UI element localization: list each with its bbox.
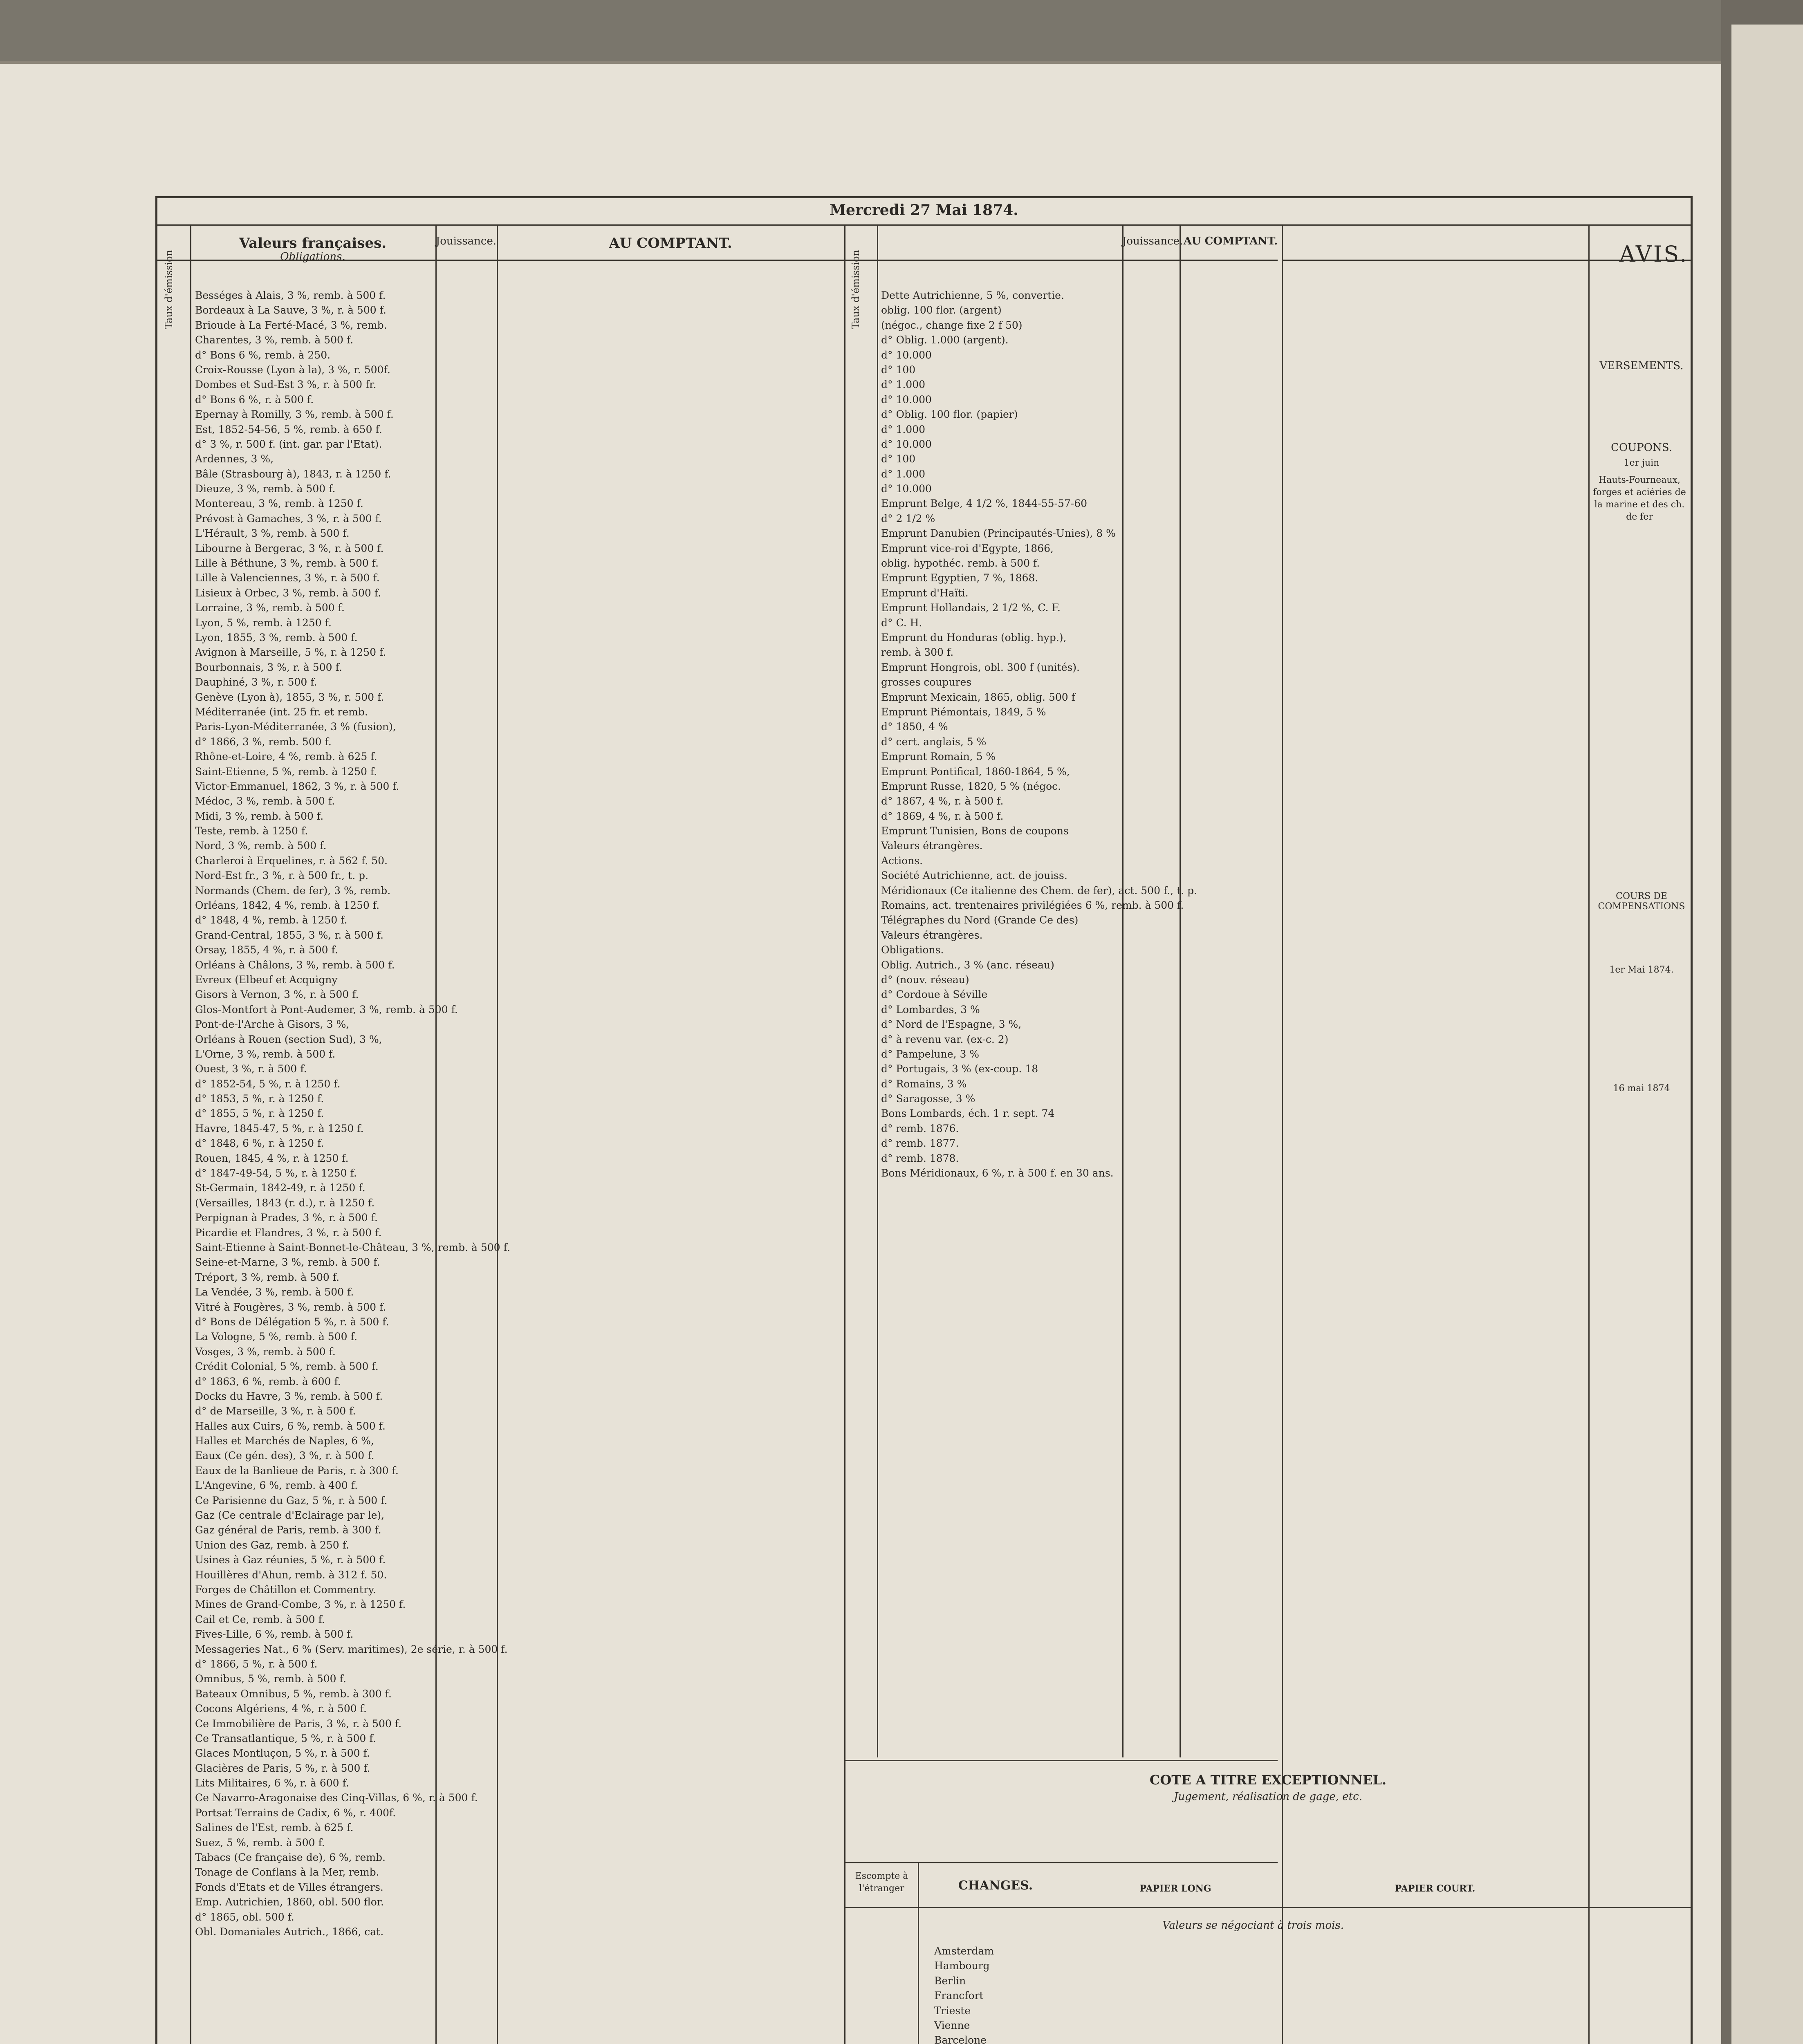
security-row: d° Bons 6 %, r. à 500 f.	[195, 393, 314, 406]
security-row: d° 1855, 5 %, r. à 1250 f.	[195, 1107, 324, 1120]
security-row: Glaces Montluçon, 5 %, r. à 500 f.	[195, 1747, 370, 1759]
cote-title: COTE A TITRE EXCEPTIONNEL.	[1149, 1772, 1387, 1788]
foreign-security-row: d° Pampelune, 3 %	[881, 1048, 980, 1060]
security-row: Forges de Châtillon et Commentry.	[195, 1583, 376, 1596]
security-row: d° 1848, 6 %, r. à 1250 f.	[195, 1137, 324, 1150]
foreign-security-row: d° 10.000	[881, 438, 932, 450]
security-row: Nord-Est fr., 3 %, r. à 500 fr., t. p.	[195, 870, 368, 882]
foreign-security-row: d° Saragosse, 3 %	[881, 1093, 976, 1105]
exchange-city-row: Trieste	[934, 2004, 971, 2017]
foreign-security-row: d° 100	[881, 363, 916, 376]
security-row: Lisieux à Orbec, 3 %, remb. à 500 f.	[195, 587, 381, 599]
foreign-security-row: grosses coupures	[881, 676, 972, 688]
security-row: Ardennes, 3 %,	[195, 453, 274, 465]
foreign-security-row: d° C. H.	[881, 616, 922, 629]
hauts-fourneaux-note: Hauts-Fourneaux, forges et aciéries de la marine et des ch. de fer	[1593, 475, 1686, 522]
security-row: Saint-Etienne, 5 %, remb. à 1250 f.	[195, 765, 377, 778]
security-row: Glos-Montfort à Pont-Audemer, 3 %, remb. à 500 f.	[195, 1003, 458, 1015]
avis-title: AVIS.	[1619, 241, 1689, 267]
security-row: Ce Navarro-Aragonaise des Cinq-Villas, 6 %, r. à 500 f.	[195, 1792, 478, 1804]
foreign-security-row: oblig. 100 flor. (argent)	[881, 304, 1002, 316]
security-row: Cail et Ce, remb. à 500 f.	[195, 1613, 325, 1625]
foreign-security-row: d° Nord de l'Espagne, 3 %,	[881, 1018, 1022, 1031]
exchange-city-row: Francfort	[934, 1990, 984, 2002]
security-row: Genève (Lyon à), 1855, 3 %, r. 500 f.	[195, 691, 384, 703]
foreign-security-row: Emprunt Pontifical, 1860-1864, 5 %,	[881, 765, 1070, 778]
security-row: Houillères d'Ahun, remb. à 312 f. 50.	[195, 1569, 387, 1581]
foreign-security-row: d° Lombardes, 3 %	[881, 1003, 980, 1015]
foreign-security-row: Obligations.	[881, 944, 944, 956]
foreign-security-row: Emprunt Hollandais, 2 1/2 %, C. F.	[881, 602, 1061, 614]
valeurs-francaises-header: Valeurs françaises.	[239, 235, 387, 251]
exchange-city-row: Vienne	[934, 2019, 970, 2031]
security-row: Charleroi à Erquelines, r. à 562 f. 50.	[195, 854, 388, 867]
security-row: Seine-et-Marne, 3 %, remb. à 500 f.	[195, 1256, 380, 1269]
security-row: Glacières de Paris, 5 %, r. à 500 f.	[195, 1762, 370, 1774]
foreign-security-row: d° 1867, 4 %, r. à 500 f.	[881, 795, 1004, 807]
foreign-security-row: oblig. hypothéc. remb. à 500 f.	[881, 557, 1040, 569]
security-row: Ce Immobilière de Paris, 3 %, r. à 500 f.	[195, 1717, 402, 1730]
security-row: Picardie et Flandres, 3 %, r. à 500 f.	[195, 1226, 382, 1239]
security-row: Crédit Colonial, 5 %, remb. à 500 f.	[195, 1360, 379, 1373]
foreign-security-row: Bons Méridionaux, 6 %, r. à 500 f. en 30 ans.	[881, 1167, 1114, 1179]
security-row: d° 3 %, r. 500 f. (int. gar. par l'Etat).	[195, 438, 382, 450]
security-row: d° Bons de Délégation 5 %, r. à 500 f.	[195, 1316, 389, 1328]
security-row: Médoc, 3 %, remb. à 500 f.	[195, 795, 335, 807]
foreign-security-row: Actions.	[881, 854, 923, 867]
security-row: Halles et Marchés de Naples, 6 %,	[195, 1435, 374, 1447]
security-row: d° 1853, 5 %, r. à 1250 f.	[195, 1093, 324, 1105]
foreign-security-row: Emprunt Hongrois, obl. 300 f (unités).	[881, 661, 1080, 673]
security-row: L'Angevine, 6 %, remb. à 400 f.	[195, 1479, 358, 1492]
security-row: Fives-Lille, 6 %, remb. à 500 f.	[195, 1628, 354, 1641]
foreign-security-row: Emprunt Danubien (Principautés-Unies), 8 %	[881, 527, 1116, 540]
security-row: Lille à Valenciennes, 3 %, r. à 500 f.	[195, 572, 380, 584]
security-row: Lorraine, 3 %, remb. à 500 f.	[195, 602, 345, 614]
security-row: Orléans, 1842, 4 %, remb. à 1250 f.	[195, 899, 380, 912]
cote-subtitle: Jugement, réalisation de gage, etc.	[1174, 1791, 1362, 1803]
foreign-security-row: Emprunt Russe, 1820, 5 % (négoc.	[881, 780, 1061, 792]
foreign-security-row: d° 10.000	[881, 349, 932, 361]
security-row: Mines de Grand-Combe, 3 %, r. à 1250 f.	[195, 1598, 406, 1611]
obligations-header: Obligations.	[280, 251, 345, 263]
foreign-security-row: d° 1.000	[881, 468, 926, 480]
foreign-security-row: remb. à 300 f.	[881, 646, 954, 659]
security-row: d° 1866, 5 %, r. à 500 f.	[195, 1658, 318, 1670]
versements-heading: VERSEMENTS.	[1599, 360, 1684, 372]
foreign-security-row: Emprunt Egyptien, 7 %, 1868.	[881, 572, 1038, 584]
foreign-security-row: Valeurs étrangères.	[881, 929, 983, 941]
security-row: Evreux (Elbeuf et Acquigny	[195, 973, 338, 986]
security-row: Bourbonnais, 3 %, r. à 500 f.	[195, 661, 342, 673]
jouissance-header-left: Jouissance.	[435, 235, 497, 247]
security-row: Salines de l'Est, remb. à 625 f.	[195, 1822, 354, 1834]
security-row: L'Orne, 3 %, remb. à 500 f.	[195, 1048, 336, 1060]
taux-header-middle: Taux d'émission	[850, 250, 861, 329]
papier-long-header: PAPIER LONG	[1139, 1883, 1211, 1894]
date-16-mai: 16 mai 1874	[1613, 1083, 1670, 1094]
security-row: Bességes à Alais, 3 %, remb. à 500 f.	[195, 289, 386, 301]
foreign-security-row: d° 10.000	[881, 393, 932, 406]
security-row: St-Germain, 1842-49, r. à 1250 f.	[195, 1182, 366, 1194]
security-row: Montereau, 3 %, remb. à 1250 f.	[195, 498, 363, 510]
security-row: Libourne à Bergerac, 3 %, r. à 500 f.	[195, 542, 384, 554]
foreign-security-row: Emprunt Tunisien, Bons de coupons	[881, 825, 1069, 837]
security-row: Perpignan à Prades, 3 %, r. à 500 f.	[195, 1212, 378, 1224]
security-row: Tonage de Conflans à la Mer, remb.	[195, 1866, 379, 1878]
security-row: Cocons Algériens, 4 %, r. à 500 f.	[195, 1703, 367, 1715]
security-row: Brioude à La Ferté-Macé, 3 %, remb.	[195, 319, 387, 331]
foreign-security-row: d° 10.000	[881, 483, 932, 495]
foreign-security-row: d° cert. anglais, 5 %	[881, 735, 987, 748]
trois-mois-city-list	[934, 1944, 1090, 2044]
security-row: Portsat Terrains de Cadix, 6 %, r. 400f.	[195, 1806, 396, 1819]
security-row: Vosges, 3 %, remb. à 500 f.	[195, 1345, 336, 1358]
security-row: Bordeaux à La Sauve, 3 %, r. à 500 f.	[195, 304, 386, 316]
foreign-security-row: d° Romains, 3 %	[881, 1078, 967, 1090]
foreign-security-row: d° Portugais, 3 % (ex-coup. 18	[881, 1063, 1038, 1075]
security-row: Epernay à Romilly, 3 %, remb. à 500 f.	[195, 408, 394, 421]
date-line: Mercredi 27 Mai 1874.	[830, 202, 1018, 219]
escompte-header: Escompte à l'étranger	[855, 1871, 908, 1894]
security-row: Normands (Chem. de fer), 3 %, remb.	[195, 884, 391, 896]
foreign-security-row: Valeurs étrangères.	[881, 840, 983, 852]
security-row: Ce Transatlantique, 5 %, r. à 500 f.	[195, 1732, 376, 1744]
security-row: Omnibus, 5 %, remb. à 500 f.	[195, 1673, 346, 1685]
security-row: Ce Parisienne du Gaz, 5 %, r. à 500 f.	[195, 1494, 388, 1506]
foreign-security-row: Emprunt vice-roi d'Egypte, 1866,	[881, 542, 1054, 554]
adjacent-page	[1731, 25, 1803, 2044]
security-row: d° 1865, obl. 500 f.	[195, 1911, 294, 1923]
foreign-security-row: d° 1869, 4 %, r. à 500 f.	[881, 810, 1004, 822]
foreign-security-row: d° 1.000	[881, 379, 926, 391]
security-row: Grand-Central, 1855, 3 %, r. à 500 f.	[195, 929, 384, 941]
exchange-city-row: Amsterdam	[934, 1945, 994, 1957]
security-row: d° 1866, 3 %, remb. 500 f.	[195, 735, 332, 748]
security-row: Saint-Etienne à Saint-Bonnet-le-Château, 3 %, remb. à 500 f.	[195, 1242, 510, 1253]
coupons-heading: COUPONS.	[1611, 442, 1672, 454]
security-row: L'Hérault, 3 %, remb. à 500 f.	[195, 527, 350, 540]
security-row: Eaux (Ce gén. des), 3 %, r. à 500 f.	[195, 1450, 375, 1462]
security-row: Teste, remb. à 1250 f.	[195, 825, 308, 837]
security-row: Lyon, 1855, 3 %, remb. à 500 f.	[195, 631, 358, 643]
foreign-security-row: Emprunt Mexicain, 1865, oblig. 500 f	[881, 691, 1075, 703]
security-row: Tabacs (Ce française de), 6 %, remb.	[195, 1851, 386, 1864]
security-row: Ouest, 3 %, r. à 500 f.	[195, 1063, 307, 1075]
cours-compensations-heading: COURS DE COMPENSATIONS	[1598, 891, 1685, 912]
foreign-security-row: Bons Lombards, éch. 1 r. sept. 74	[881, 1107, 1055, 1120]
security-row: Gaz général de Paris, remb. à 300 f.	[195, 1524, 381, 1536]
security-row: Eaux de la Banlieue de Paris, r. à 300 f.	[195, 1464, 399, 1477]
security-row: Pont-de-l'Arche à Gisors, 3 %,	[195, 1018, 350, 1031]
foreign-security-row: d° 100	[881, 453, 916, 465]
quotation-table	[155, 196, 1693, 2044]
foreign-security-row: Dette Autrichienne, 5 %, convertie.	[881, 289, 1064, 301]
security-row: d° 1847-49-54, 5 %, r. à 1250 f.	[195, 1167, 357, 1179]
foreign-security-row: (négoc., change fixe 2 f 50)	[881, 319, 1023, 331]
security-row: Fonds d'Etats et de Villes étrangers.	[195, 1881, 383, 1893]
security-row: Méditerranée (int. 25 fr. et remb.	[195, 706, 368, 718]
foreign-security-row: Oblig. Autrich., 3 % (anc. réseau)	[881, 959, 1054, 971]
security-row: Lille à Béthune, 3 %, remb. à 500 f.	[195, 557, 379, 569]
security-row: Nord, 3 %, remb. à 500 f.	[195, 840, 327, 852]
security-row: La Vendée, 3 %, remb. à 500 f.	[195, 1286, 354, 1298]
foreign-security-row: Romains, act. trentenaires privilégiées 6 %, remb. à 500 f.	[881, 899, 1184, 912]
au-comptant-header-middle: AU COMPTANT.	[1183, 235, 1278, 247]
security-row: Victor-Emmanuel, 1862, 3 %, r. à 500 f.	[195, 780, 399, 792]
security-row: Bâle (Strasbourg à), 1843, r. à 1250 f.	[195, 468, 391, 480]
foreign-security-row: d° Oblig. 100 flor. (papier)	[881, 408, 1018, 421]
security-row: (Versailles, 1843 (r. d.), r. à 1250 f.	[195, 1197, 375, 1209]
security-row: Avignon à Marseille, 5 %, r. à 1250 f.	[195, 646, 386, 659]
foreign-security-row: d° remb. 1878.	[881, 1152, 959, 1164]
exchange-city-row: Barcelone	[934, 2034, 987, 2044]
security-row: d° 1852-54, 5 %, r. à 1250 f.	[195, 1078, 341, 1090]
security-row: Docks du Havre, 3 %, remb. à 500 f.	[195, 1390, 383, 1402]
foreign-security-row: d° à revenu var. (ex-c. 2)	[881, 1033, 1009, 1045]
foreign-security-row: Emprunt d'Haïti.	[881, 587, 969, 599]
security-row: Charentes, 3 %, remb. à 500 f.	[195, 334, 354, 346]
security-row: Orléans à Châlons, 3 %, remb. à 500 f.	[195, 959, 395, 971]
security-row: Halles aux Cuirs, 6 %, remb. à 500 f.	[195, 1420, 386, 1432]
foreign-security-row: d° Oblig. 1.000 (argent).	[881, 334, 1009, 346]
taux-header-left: Taux d'émission	[163, 250, 175, 329]
foreign-security-row: Télégraphes du Nord (Grande Ce des)	[881, 914, 1079, 926]
security-row: Orsay, 1855, 4 %, r. à 500 f.	[195, 944, 338, 956]
security-row: Messageries Nat., 6 % (Serv. maritimes), 2e série, r. à 500 f.	[195, 1643, 508, 1655]
security-row: Vitré à Fougères, 3 %, remb. à 500 f.	[195, 1301, 386, 1313]
foreign-security-row: d° remb. 1876.	[881, 1122, 959, 1134]
au-comptant-header-left: AU COMPTANT.	[609, 235, 732, 251]
security-row: Paris-Lyon-Méditerranée, 3 % (fusion),	[195, 721, 396, 733]
security-row: Tréport, 3 %, remb. à 500 f.	[195, 1271, 340, 1283]
security-row: Union des Gaz, remb. à 250 f.	[195, 1539, 349, 1551]
security-row: Gisors à Vernon, 3 %, r. à 500 f.	[195, 988, 359, 1001]
security-row: Midi, 3 %, remb. à 500 f.	[195, 810, 324, 822]
foreign-security-row: Emprunt Piémontais, 1849, 5 %	[881, 706, 1046, 718]
exchange-city-row: Berlin	[934, 1975, 966, 1987]
changes-header: CHANGES.	[958, 1878, 1033, 1893]
jouissance-header-middle: Jouissance.	[1122, 235, 1183, 247]
foreign-security-row: d° 1.000	[881, 423, 926, 435]
foreign-security-row: d° 2 1/2 %	[881, 512, 935, 524]
foreign-security-row: d° remb. 1877.	[881, 1137, 959, 1150]
security-row: Rouen, 1845, 4 %, r. à 1250 f.	[195, 1152, 349, 1164]
coupons-date: 1er juin	[1624, 458, 1659, 468]
security-row: Bateaux Omnibus, 5 %, remb. à 300 f.	[195, 1688, 392, 1700]
security-row: Dombes et Sud-Est 3 %, r. à 500 fr.	[195, 379, 377, 391]
security-row: Rhône-et-Loire, 4 %, remb. à 625 f.	[195, 751, 377, 763]
trois-mois-caption: Valeurs se négociant à trois mois.	[1162, 1919, 1344, 1932]
security-row: Lits Militaires, 6 %, r. à 600 f.	[195, 1777, 349, 1789]
foreign-security-row: d° Cordoue à Séville	[881, 988, 988, 1001]
security-row: Usines à Gaz réunies, 5 %, r. à 500 f.	[195, 1554, 386, 1566]
security-row: Croix-Rousse (Lyon à la), 3 %, r. 500f.	[195, 363, 390, 376]
security-row: d° 1848, 4 %, remb. à 1250 f.	[195, 914, 348, 926]
security-row: Obl. Domaniales Autrich., 1866, cat.	[195, 1925, 384, 1938]
security-row: d° Bons 6 %, remb. à 250.	[195, 349, 331, 361]
middle-security-list	[881, 288, 1198, 1760]
foreign-security-row: Emprunt du Honduras (oblig. hyp.),	[881, 631, 1067, 643]
security-row: Lyon, 5 %, remb. à 1250 f.	[195, 616, 332, 629]
security-row: d° de Marseille, 3 %, r. à 500 f.	[195, 1405, 356, 1417]
exchange-city-row: Hambourg	[934, 1960, 990, 1972]
security-row: Dieuze, 3 %, remb. à 500 f.	[195, 483, 336, 495]
foreign-security-row: Emprunt Romain, 5 %	[881, 751, 996, 763]
security-row: Suez, 5 %, remb. à 500 f.	[195, 1836, 325, 1849]
security-row: Est, 1852-54-56, 5 %, remb. à 650 f.	[195, 423, 382, 435]
foreign-security-row: Société Autrichienne, act. de jouiss.	[881, 870, 1067, 882]
security-row: Emp. Autrichien, 1860, obl. 500 flor.	[195, 1896, 384, 1908]
compensation-date: 1er Mai 1874.	[1609, 965, 1674, 975]
papier-court-header: PAPIER COURT.	[1395, 1883, 1476, 1894]
security-row: La Vologne, 5 %, remb. à 500 f.	[195, 1331, 357, 1343]
security-row: Orléans à Rouen (section Sud), 3 %,	[195, 1033, 382, 1045]
foreign-security-row: d° 1850, 4 %	[881, 721, 948, 733]
foreign-security-row: d° (nouv. réseau)	[881, 973, 969, 986]
security-row: Havre, 1845-47, 5 %, r. à 1250 f.	[195, 1122, 364, 1134]
security-row: d° 1863, 6 %, remb. à 600 f.	[195, 1375, 341, 1387]
security-row: Gaz (Ce centrale d'Eclairage par le),	[195, 1509, 385, 1522]
security-row: Prévost à Gamaches, 3 %, r. à 500 f.	[195, 512, 382, 524]
security-row: Dauphiné, 3 %, r. 500 f.	[195, 676, 317, 688]
left-security-list	[195, 288, 510, 2044]
foreign-security-row: Emprunt Belge, 4 1/2 %, 1844-55-57-60	[881, 498, 1088, 510]
foreign-security-row: Méridionaux (Ce italienne des Chem. de fer), act. 500 f., t. p.	[881, 884, 1198, 896]
